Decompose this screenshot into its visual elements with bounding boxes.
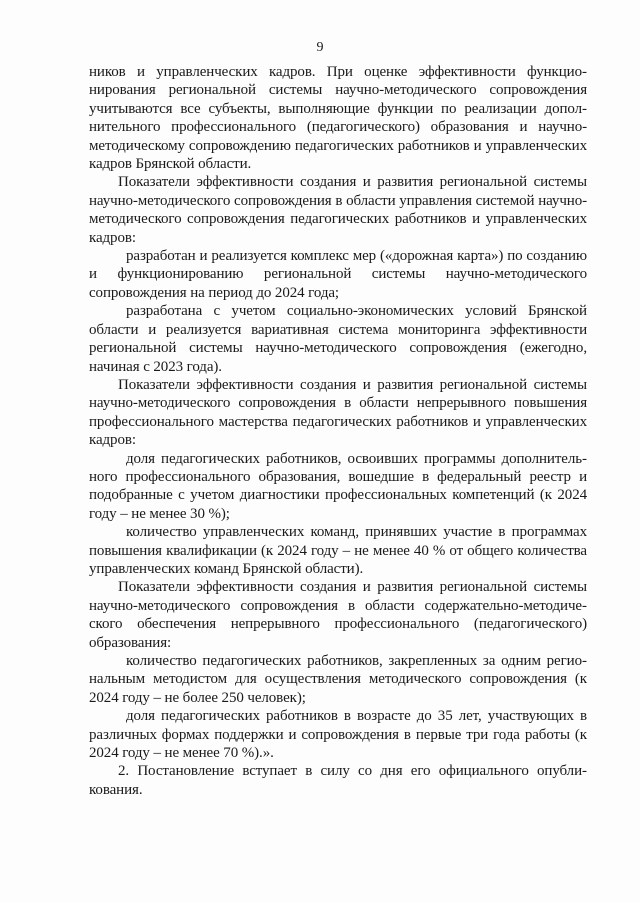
document-body <box>89 63 587 799</box>
paragraph-entry-into-force: 2. Постановление вступает в силу со дня его официального опубликования. <box>89 763 587 798</box>
list-item-young-teachers: доля педагогических работников в возрасте до 35 лет, участвующих в различных формах поддержки и сопровождения в первые три года работы (к 2024 году – не менее 70 %).». <box>89 708 587 762</box>
list-item-management-teams: количество управленческих команд, принявших участие в программах повышения квалификации (к 2024 году – не менее 40 % от общего количества управленческих команд Брянской области). <box>89 524 587 577</box>
list-item-teachers-per-methodist: количество педагогических работников, закрепленных за одним региональным методистом для осуществления методического сопровождения (к 2024 году – не более 250 человек); <box>89 653 587 706</box>
page-number: 9 <box>316 40 324 55</box>
paragraph-indicators-methodical-support: Показатели эффективности создания и развития региональной системы научно-методического сопровождения в области содержательно-методического обеспечения непрерывного профессионального (педагогического) образования: <box>89 579 587 651</box>
list-item-roadmap: разработан и реализуется комплекс мер («дорожная карта») по созданию и функционированию региональной системы научно-методического сопровождения на период до 2024 года; <box>89 248 587 301</box>
paragraph-indicators-continuous-training: Показатели эффективности создания и развития региональной системы научно-методического сопровождения в области непрерывного повышения профессионального мастерства педагогических работников и управленческих кадров: <box>89 376 587 449</box>
paragraph-indicators-management: Показатели эффективности создания и развития региональной системы научно-методического сопровождения в области управления системой научно-методического сопровождения педагогических работников и управленческих кадров: <box>89 174 587 246</box>
list-item-monitoring: разработана с учетом социально-экономических условий Брянской области и реализуется вариативная система мониторинга эффективности региональной системы научно-методического сопровождения (ежегодно, начиная с 2023 года). <box>89 303 587 375</box>
paragraph-continuation: ников и управленческих кадров. При оценке эффективности функционирования региональной системы научно-методического сопровождения учитываются все субъекты, выполняющие функции по реализации дополнительного профессионального (педагогического) образования и научно-методическому сопровождению педагогических работников и управленческих кадров Брянской области. <box>89 64 587 173</box>
list-item-share-trained-teachers: доля педагогических работников, освоивших программы дополнительного профессионального образования, вошедшие в федеральный реестр и подобранные с учетом диагностики профессиональных компетенций (к 2024 году – не менее 30 %); <box>89 450 587 522</box>
